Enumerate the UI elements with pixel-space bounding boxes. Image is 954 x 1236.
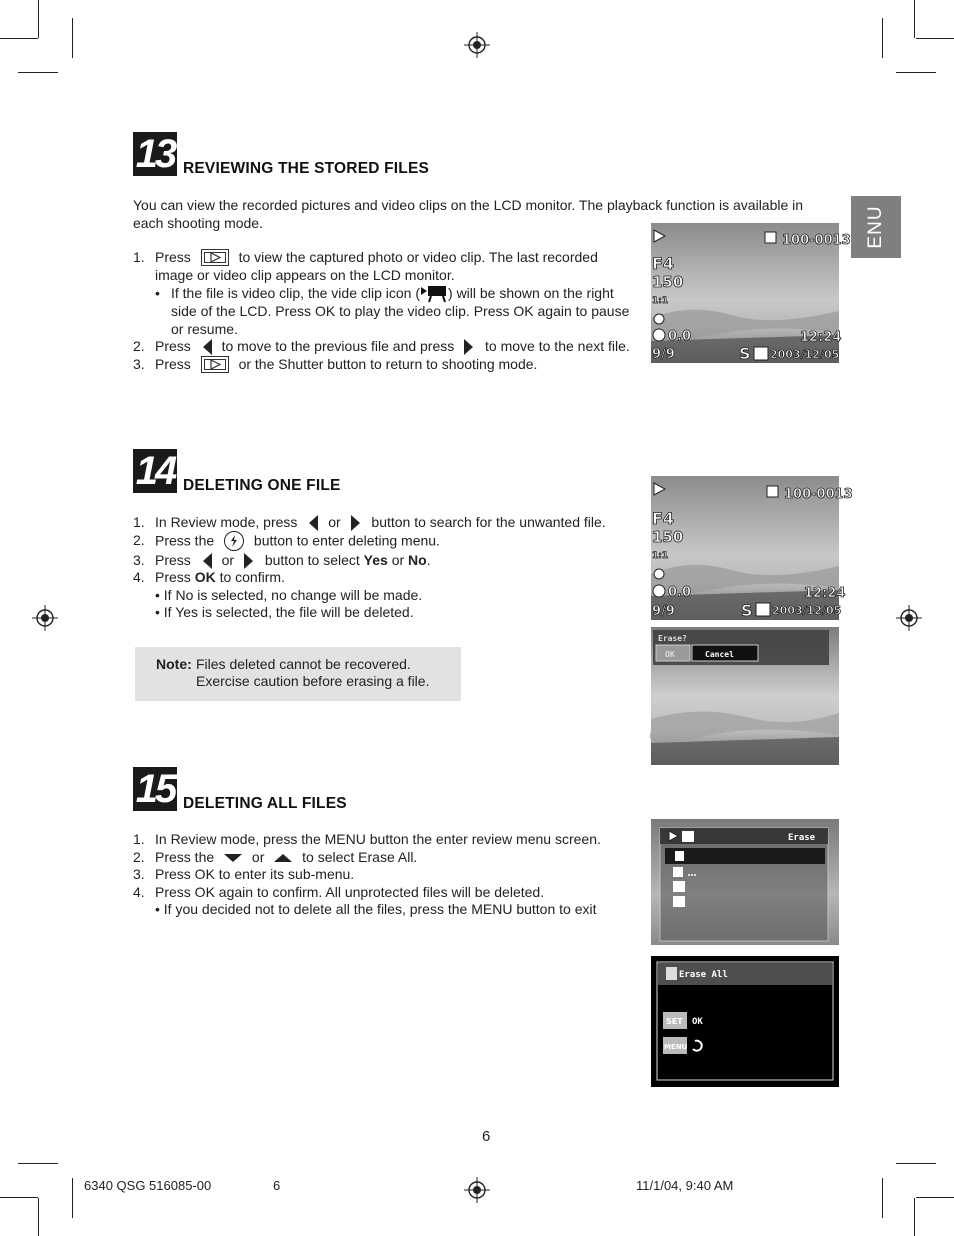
registration-mark-icon: [896, 605, 922, 631]
lcd-ev: 0.0: [668, 329, 692, 344]
svg-text:MENU: MENU: [664, 1043, 688, 1051]
crop-mark: [916, 1197, 954, 1198]
down-arrow-icon: [224, 854, 242, 862]
erase-all-ok-label: OK: [692, 1017, 703, 1027]
lcd-date: 2003/12/05: [770, 348, 840, 361]
up-arrow-icon: [274, 854, 292, 862]
section-number: 14: [133, 449, 177, 493]
lcd-time: 12:24: [800, 330, 842, 345]
lcd-ratio: 1:1: [652, 296, 669, 306]
white-balance-icon: [654, 314, 664, 324]
erase-cancel-label: Cancel: [705, 650, 734, 659]
trash-icon: [675, 851, 684, 861]
list-item: 2. Press the button to enter deleting menu.: [133, 532, 638, 552]
crop-mark: [882, 1178, 883, 1218]
lcd-count: 9/9: [652, 604, 675, 619]
crop-mark: [18, 72, 58, 73]
lcd-erase-all-screen: [651, 956, 839, 1087]
dpof-icon[interactable]: [673, 881, 685, 892]
lcd-aperture: F4: [652, 254, 675, 273]
list-item: 2. Press the or to select Erase All.: [133, 848, 418, 865]
lcd-ratio: 1:1: [652, 551, 669, 561]
lcd-review-menu-screen: [651, 819, 839, 945]
lcd-date: 2003/12/05: [772, 604, 842, 617]
crop-mark: [18, 1163, 58, 1164]
crop-mark: [0, 1197, 38, 1198]
play-button-icon: [201, 249, 229, 266]
left-arrow-icon: [203, 553, 212, 569]
registration-mark-icon: [32, 605, 58, 631]
lcd-review-screen: [651, 476, 853, 620]
list-item: 1. In Review mode, press the MENU button the enter review menu screen.: [133, 831, 601, 847]
crop-mark: [72, 18, 73, 58]
steps-list: [133, 249, 638, 374]
erase-all-title: Erase All: [679, 970, 728, 980]
note-line-2: Exercise caution before erasing a file.: [196, 673, 430, 689]
note-label: Note:: [156, 656, 192, 672]
play-button-icon: [201, 356, 229, 373]
steps-list: [133, 831, 638, 919]
lcd-shutter: 150: [652, 273, 684, 291]
list-sub-item: • If No is selected, no change will be made.: [155, 586, 423, 603]
lcd-count: 9/9: [652, 347, 675, 362]
footer-page: 6: [273, 1178, 281, 1193]
language-tab-label: ENU: [865, 205, 886, 249]
lcd-aperture: F4: [652, 509, 675, 528]
white-balance-icon: [654, 569, 664, 579]
crop-mark: [914, 0, 915, 38]
erase-prompt: Erase?: [658, 634, 687, 643]
lcd-time: 12:24: [804, 586, 846, 601]
right-arrow-icon: [464, 339, 473, 355]
erase-ok-label: OK: [665, 650, 675, 659]
lcd-ev: 0.0: [668, 585, 692, 600]
setup-tab-icon[interactable]: [682, 831, 694, 842]
list-item: 1. Press to view the captured photo or video clip. The last recorded image or video clip appears on the LCD monitor. • If the file is video clip, the vide clip icon ( ) will be shown on the right side of the LCD. Press OK to play the video clip. Press OK again to pause or resume.: [133, 249, 638, 338]
crop-mark: [914, 1198, 915, 1236]
crop-mark: [72, 1178, 73, 1218]
return-icon[interactable]: [673, 896, 685, 907]
crop-mark: [0, 38, 38, 39]
left-arrow-icon: [309, 515, 318, 531]
crop-mark: [916, 38, 954, 39]
flash-icon: [653, 329, 665, 341]
section-title: DELETING ALL FILES: [183, 795, 347, 812]
menu-item-erase[interactable]: [665, 848, 825, 864]
list-item: 3. Press OK to enter its sub-menu.: [133, 866, 355, 883]
left-arrow-icon: [203, 339, 212, 355]
crop-mark: [896, 1163, 936, 1164]
note-line-1: Files deleted cannot be recovered.: [196, 656, 411, 672]
registration-mark-icon: [464, 32, 490, 58]
lcd-review-screen: [651, 223, 851, 363]
note-box: [135, 647, 461, 701]
list-item: 4. Press OK again to confirm. All unprotected files will be deleted.: [133, 883, 545, 900]
section-number: 15: [133, 767, 177, 811]
lcd-file-number: 100-0013: [784, 487, 853, 502]
lcd-file-number: 100-0013: [782, 233, 851, 248]
footer-doc-id: 6340 QSG 516085-00: [84, 1178, 212, 1193]
list-item: 2. Press to move to the previous file and press to move to the next file.: [133, 338, 630, 355]
list-item: 1. In Review mode, press or button to search for the unwanted file.: [133, 514, 606, 530]
trash-icon: [666, 967, 677, 980]
steps-list: [133, 514, 638, 622]
registration-mark-icon: [464, 1177, 490, 1203]
list-item: 3. Press or the Shutter button to return to shooting mode.: [133, 355, 538, 372]
intro-paragraph: You can view the recorded pictures and video clips on the LCD monitor. The playback function is available in each shooting mode.: [133, 197, 804, 231]
section-number: 13: [133, 132, 177, 176]
flash-icon: [653, 585, 665, 597]
menu-title: Erase: [788, 833, 816, 843]
lcd-shutter: 150: [652, 528, 684, 546]
lcd-size: S: [739, 344, 751, 363]
list-sub-item: • If Yes is selected, the file will be deleted.: [155, 604, 414, 621]
delete-button-icon: [224, 531, 244, 551]
list-sub-item: • If you decided not to delete all the files, press the MENU button to exit: [155, 901, 597, 918]
list-item: 3. Press or button to select Yes or No.: [133, 551, 431, 568]
section-title: DELETING ONE FILE: [183, 477, 341, 494]
video-clip-icon: [421, 285, 447, 301]
crop-mark: [38, 1198, 39, 1236]
crop-mark: [38, 0, 39, 38]
svg-text:SET: SET: [666, 1017, 683, 1026]
list-item: 4. Press OK to confirm.: [133, 569, 285, 586]
right-arrow-icon: [351, 515, 360, 531]
crop-mark: [896, 72, 936, 73]
language-tab: [851, 196, 901, 258]
lcd-size: S: [741, 601, 753, 620]
page-number: 6: [482, 1128, 491, 1145]
footer-datetime: 11/1/04, 9:40 AM: [636, 1178, 734, 1193]
crop-mark: [882, 18, 883, 58]
list-sub-item: • If the file is video clip, the vide clip icon ( ) will be shown on the right side of the LCD. Press OK to play the video clip. Press OK again to pause or resume.: [155, 285, 630, 337]
protect-icon[interactable]: [673, 867, 683, 877]
right-arrow-icon: [244, 553, 253, 569]
section-title: REVIEWING THE STORED FILES: [183, 160, 430, 177]
lcd-erase-dialog-screen: [651, 627, 839, 765]
